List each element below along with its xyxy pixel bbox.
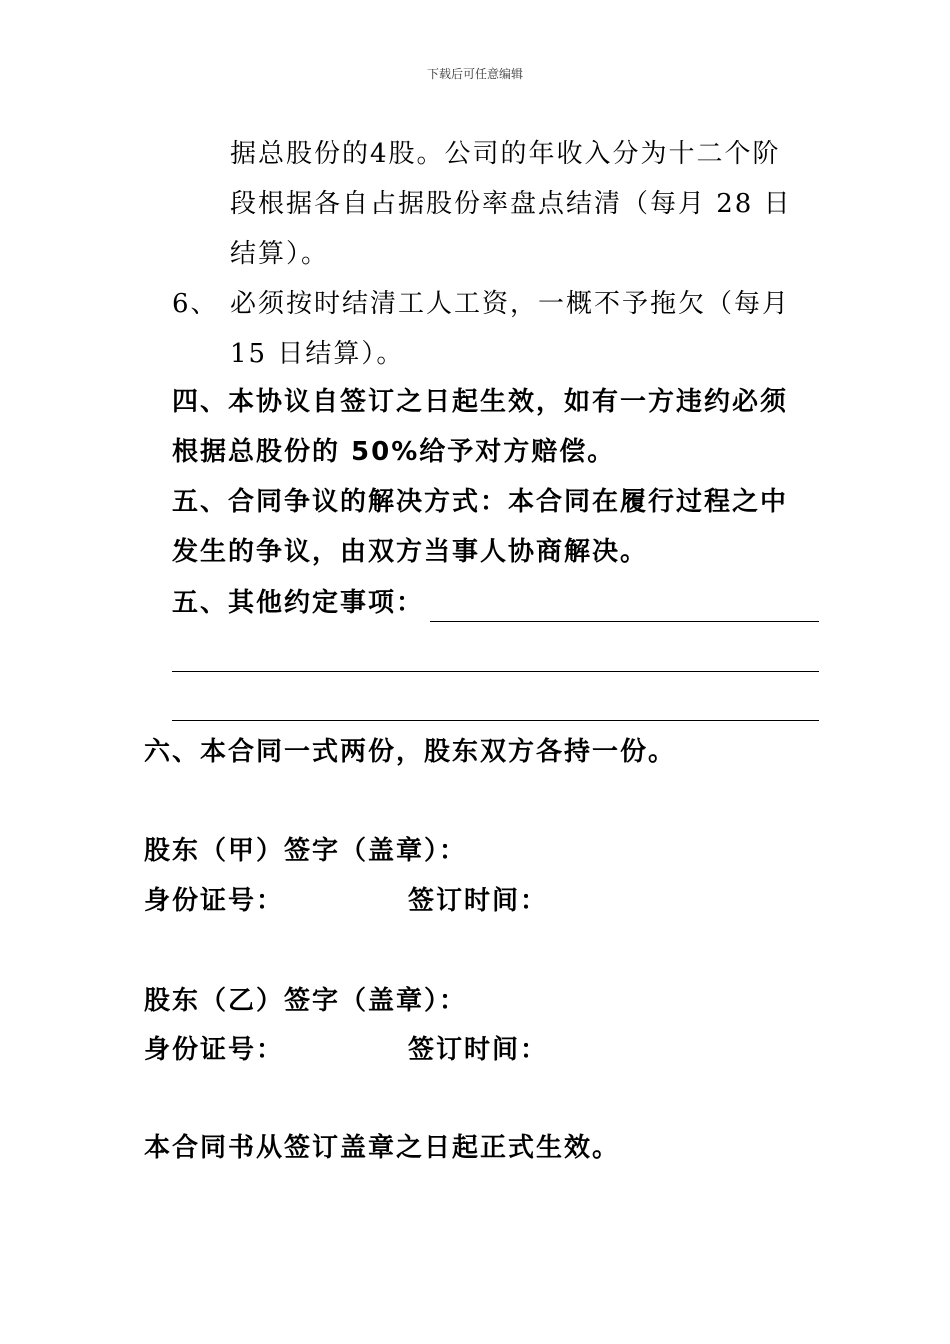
party-a-signature-label: 股东（甲）签字（盖章）： [144,836,468,866]
section4-line1: 四、本协议自签订之日起生效，如有一方违约必须 [172,387,789,417]
page-header-note: 下载后可任意编辑 [426,67,523,81]
item6-number: 6、 [172,289,219,319]
closing-statement: 本合同书从签订盖章之日起正式生效。 [144,1133,621,1163]
blank-line-3 [172,720,819,721]
party-b-signature-label: 股东（乙）签字（盖章）： [144,986,468,1016]
item5-line2: 段根据各自占据股份率盘点结清（每月 28 日 [230,189,792,219]
section5-dispute-line2: 发生的争议，由双方当事人协商解决。 [172,537,649,567]
section4-line2: 根据总股份的 50%给予对方赔偿。 [172,437,616,467]
item6-line1: 必须按时结清工人工资，一概不予拖欠（每月 [230,289,791,319]
blank-line-2 [172,671,819,672]
section5-other-label: 五、其他约定事项： [172,588,425,618]
party-a-id-label: 身份证号： [144,886,285,916]
item5-line1: 据总股份的4股。公司的年收入分为十二个阶 [230,139,781,169]
item6-line2: 15 日结算）。 [230,339,405,369]
party-a-date-label: 签订时间： [408,886,549,916]
party-b-id-label: 身份证号： [144,1035,285,1065]
blank-line-1 [430,621,819,622]
party-b-date-label: 签订时间： [408,1035,549,1065]
section6-line: 六、本合同一式两份，股东双方各持一份。 [144,737,677,767]
section5-dispute-line1: 五、合同争议的解决方式：本合同在履行过程之中 [172,487,789,517]
item5-line3: 结算）。 [230,239,330,269]
